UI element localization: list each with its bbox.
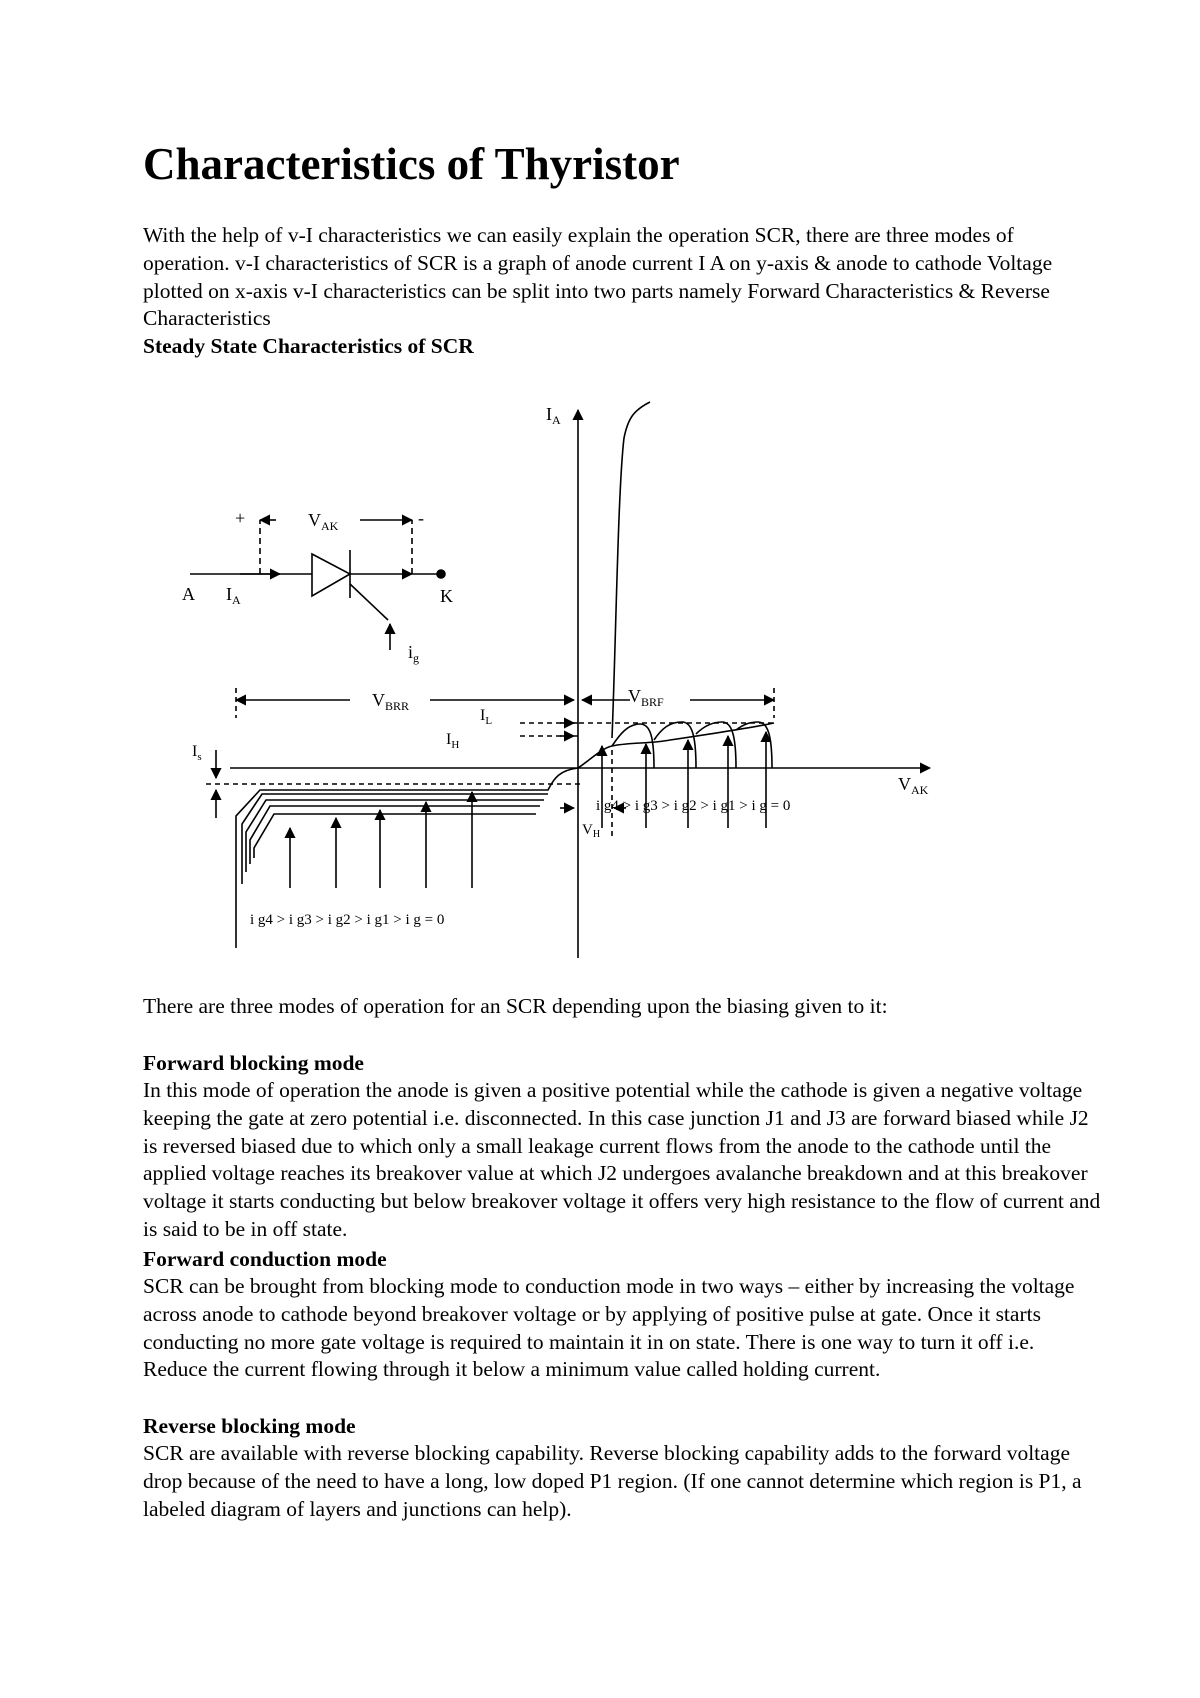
latching-holding-markers [446,707,774,751]
anode-current-label: $I_A$ [226,584,241,607]
scr-characteristics-figure [150,388,950,968]
scr-vi-diagram [150,388,950,968]
y-axis-label: $I_A$ [546,404,561,427]
svg-text:Is: $I_s$ [192,743,202,763]
reverse-blocking-curves [192,743,580,948]
cathode-label: K [440,586,453,606]
forward-blocking-heading: Forward blocking mode [143,1051,364,1075]
scr-symbol [182,508,453,665]
x-axis-label: $V_{AK}$ [898,774,929,797]
holding-voltage-marker [560,750,626,840]
svg-text:VAK: $V_{AK}$ [308,510,339,533]
reverse-gate-order: i g4 > i g3 > i g2 > i g1 > i g = 0 [250,912,445,928]
svg-text:IH: $I_H$ [446,731,460,751]
gate-current-label: $i_g$ [408,642,420,665]
forward-conduction-heading: Forward conduction mode [143,1247,387,1271]
modes-intro-paragraph: There are three modes of operation for an SCR depending upon the biasing given to it: [143,994,888,1018]
forward-blocking-paragraph: In this mode of operation the anode is given a positive potential while the cathode is given a negative voltage keeping the gate at zero potential i.e. disconnected. In this case junction J1 and J3 are forward biased while J2 is reversed biased due to which only a small leakage current flows from the anode to the cathode until the applied voltage reaches its breakover value at which J2 undergoes avalanche breakdown and at this breakover voltage it starts conducting but below breakover voltage it offers very high resistance to the flow of current and is said to be in off state. [143,1078,1101,1241]
reverse-blocking-paragraph: SCR are available with reverse blocking capability. Reverse blocking capability adds to the forward voltage drop because of the need to have a long, low doped P1 region. (If one cannot determine which region is P1, a labeled diagram of layers and junctions can help). [143,1441,1082,1521]
svg-text:+: + [235,508,246,528]
svg-text:VBRF: $V_{BRF}$ [628,686,664,709]
forward-conduction-paragraph: SCR can be brought from blocking mode to conduction mode in two ways – either by increasing the voltage across anode to cathode beyond breakover voltage or by applying of positive pulse at gate. Once it starts conducting no more gate voltage is required to maintain it in on state. There is one way to turn it off i.e. Reduce the current flowing through it below a minimum value called holding current. [143,1274,1075,1382]
svg-text:VBRR: $V_{BRR}$ [372,690,410,713]
svg-text:VH: $V_H$ [582,822,601,840]
svg-text:IL: $I_L$ [480,707,493,727]
svg-text:-: - [418,508,424,528]
forward-blocking-curves [578,722,790,828]
diagram-heading: Steady State Characteristics of SCR [143,334,474,358]
page-title: Characteristics of Thyristor [143,139,680,189]
breakover-dimension [236,686,774,718]
reverse-blocking-heading: Reverse blocking mode [143,1414,356,1438]
anode-label: A [182,584,195,604]
forward-gate-order: i g4 > i g3 > i g2 > i g1 > i g = 0 [596,798,791,814]
intro-paragraph: With the help of v-I characteristics we can easily explain the operation SCR, there are three modes of operation. v-I characteristics of SCR is a graph of anode current I A on y-axis & anode to cathode Voltage plotted on x-axis v-I characteristics can be split into two parts namely Forward Characteristics & Reverse Characteristics [143,223,1053,331]
